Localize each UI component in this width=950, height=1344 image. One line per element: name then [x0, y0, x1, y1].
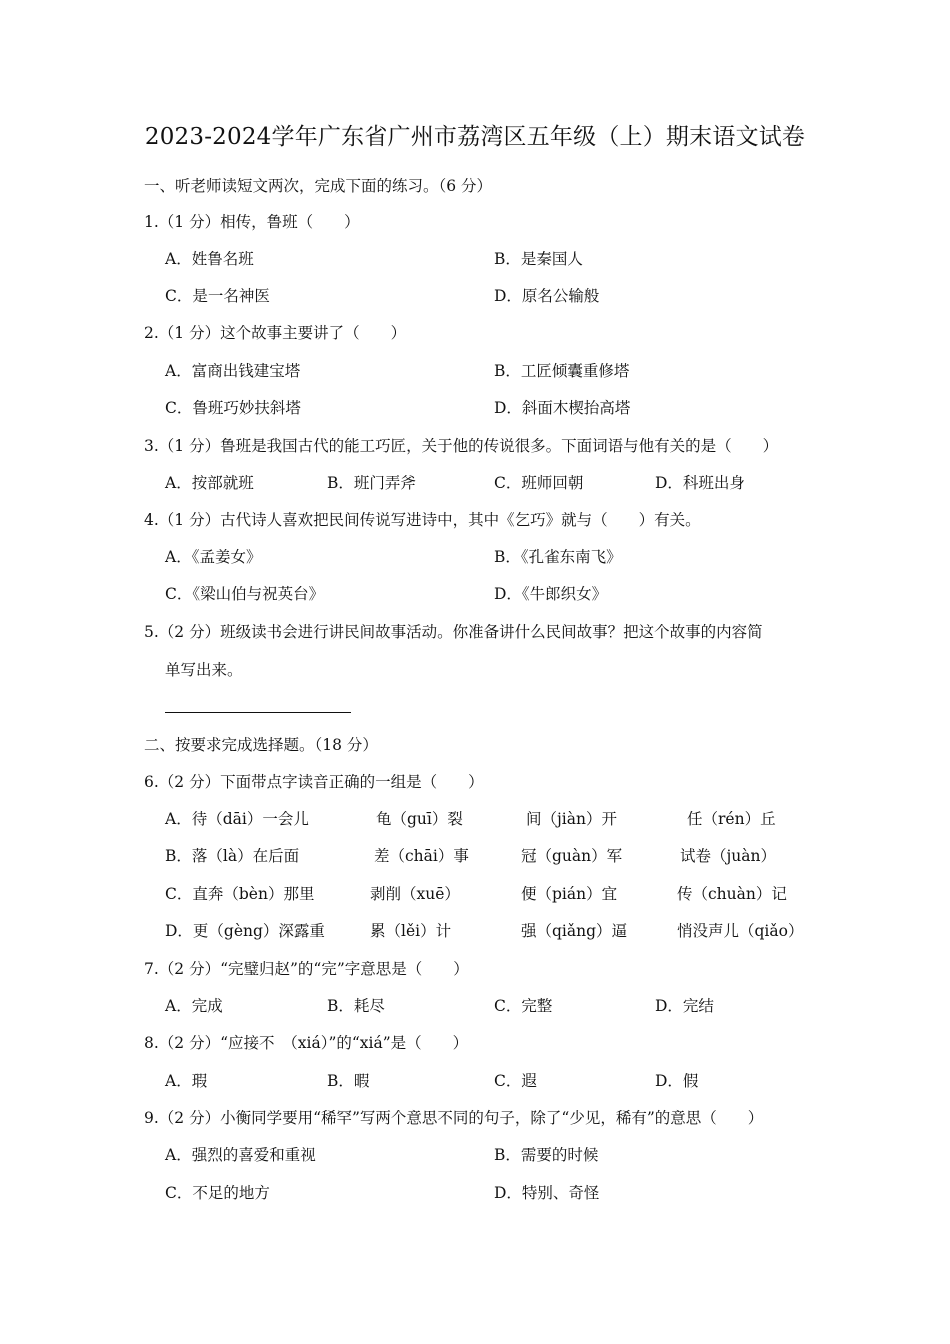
question-9: 9.（2 分）小衡同学要用“稀罕”写两个意思不同的句子，除了“少见，稀有”的意思（ ） — [144, 1109, 764, 1127]
q6-option-c-3: 便（pián）宜 — [521, 885, 618, 903]
q6-option-d-4: 悄没声儿（qiǎo） — [677, 922, 804, 940]
question-5-continued: 单写出来。 — [165, 661, 243, 679]
q2-option-d: D．斜面木楔抬高塔 — [494, 399, 631, 417]
q6-option-a-4: 任（rén）丘 — [687, 810, 776, 828]
q1-option-a: A．姓鲁名班 — [165, 250, 254, 268]
q4-option-d: D．《牛郎织女》 — [494, 585, 608, 603]
q4-option-a: A．《孟姜女》 — [165, 548, 262, 566]
q8-option-b: B．暇 — [327, 1072, 370, 1090]
question-3: 3.（1 分）鲁班是我国古代的能工巧匠，关于他的传说很多。下面词语与他有关的是（ ） — [144, 437, 779, 455]
q3-option-b: B．班门弄斧 — [327, 474, 416, 492]
q6-option-c-2: 剥削（xuē） — [370, 885, 460, 903]
q7-option-a: A．完成 — [165, 997, 223, 1015]
question-8: 8.（2 分）“应接不 （xiá）”的“xiá”是（ ） — [144, 1034, 469, 1052]
q9-option-a: A．强烈的喜爱和重视 — [165, 1146, 316, 1164]
q9-option-c: C．不足的地方 — [165, 1184, 270, 1202]
q8-option-d: D．假 — [655, 1072, 699, 1090]
q4-option-c: C．《梁山伯与祝英台》 — [165, 585, 325, 603]
q1-option-b: B．是秦国人 — [494, 250, 583, 268]
section-1-heading: 一、听老师读短文两次，完成下面的练习。（6 分） — [144, 177, 493, 195]
q6-option-b-2: 差（chāi）事 — [374, 847, 469, 865]
q3-option-c: C．班师回朝 — [494, 474, 584, 492]
q6-option-b-1: B．落（là）在后面 — [165, 847, 300, 865]
q6-option-b-4: 试卷（juàn） — [680, 847, 777, 865]
q6-option-b-3: 冠（guàn）军 — [521, 847, 623, 865]
q2-option-c: C．鲁班巧妙扶斜塔 — [165, 399, 301, 417]
answer-blank-line — [165, 712, 351, 713]
question-4: 4.（1 分）古代诗人喜欢把民间传说写进诗中，其中《乞巧》就与（ ）有关。 — [144, 511, 701, 529]
q7-option-c: C．完整 — [494, 997, 553, 1015]
q7-option-d: D．完结 — [655, 997, 714, 1015]
q6-option-c-1: C．直奔（bèn）那里 — [165, 885, 315, 903]
question-1: 1.（1 分）相传，鲁班（ ） — [144, 213, 360, 231]
q3-option-a: A．按部就班 — [165, 474, 254, 492]
q6-option-d-1: D．更（gèng）深露重 — [165, 922, 325, 940]
q1-option-d: D．原名公输般 — [494, 287, 600, 305]
question-6: 6.（2 分）下面带点字读音正确的一组是（ ） — [144, 773, 484, 791]
q6-option-a-1: A．待（dāi）一会儿 — [165, 810, 309, 828]
q6-option-d-3: 强（qiǎng）逼 — [521, 922, 628, 940]
q3-option-d: D．科班出身 — [655, 474, 745, 492]
question-7: 7.（2 分）“完璧归赵”的“完”字意思是（ ） — [144, 960, 469, 978]
q6-option-d-2: 累（lěi）计 — [370, 922, 452, 940]
q9-option-b: B．需要的时候 — [494, 1146, 599, 1164]
question-2: 2.（1 分）这个故事主要讲了（ ） — [144, 324, 407, 342]
section-2-heading: 二、按要求完成选择题。（18 分） — [144, 736, 378, 754]
q1-option-c: C．是一名神医 — [165, 287, 270, 305]
q8-option-a: A．瑕 — [165, 1072, 208, 1090]
q6-option-c-4: 传（chuàn）记 — [677, 885, 787, 903]
q8-option-c: C．遐 — [494, 1072, 537, 1090]
page-title: 2023-2024学年广东省广州市荔湾区五年级（上）期末语文试卷 — [144, 124, 806, 150]
q4-option-b: B．《孔雀东南飞》 — [494, 548, 622, 566]
q7-option-b: B．耗尽 — [327, 997, 385, 1015]
q9-option-d: D．特别、奇怪 — [494, 1184, 600, 1202]
q2-option-b: B．工匠倾囊重修塔 — [494, 362, 630, 380]
question-5: 5.（2 分）班级读书会进行讲民间故事活动。你准备讲什么民间故事？把这个故事的内容简 — [144, 623, 763, 641]
q6-option-a-3: 间（jiàn）开 — [526, 810, 617, 828]
q2-option-a: A．富商出钱建宝塔 — [165, 362, 301, 380]
q6-option-a-2: 龟（guī）裂 — [376, 810, 463, 828]
